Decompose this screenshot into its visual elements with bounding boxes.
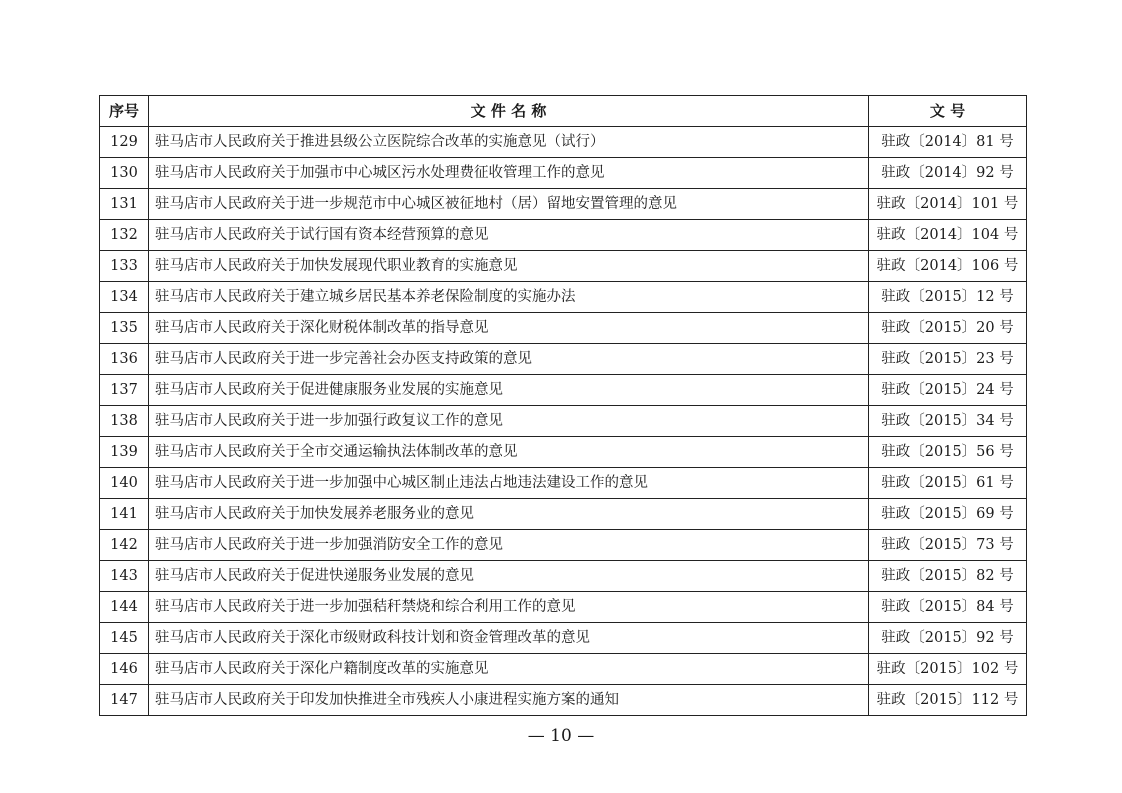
row-document-number: 驻政〔2015〕82 号 (869, 561, 1027, 592)
row-document-number: 驻政〔2015〕24 号 (869, 375, 1027, 406)
row-document-number: 驻政〔2015〕112 号 (869, 685, 1027, 716)
table-row (100, 406, 1027, 437)
row-serial-number: 134 (100, 282, 149, 313)
row-serial-number: 129 (100, 127, 149, 158)
row-document-number: 驻政〔2014〕101 号 (869, 189, 1027, 220)
row-serial-number: 138 (100, 406, 149, 437)
row-document-name: 驻马店市人民政府关于加快发展现代职业教育的实施意见 (149, 251, 869, 282)
row-serial-number: 135 (100, 313, 149, 344)
table-row (100, 282, 1027, 313)
header-serial-number: 序号 (100, 96, 149, 127)
row-document-number: 驻政〔2014〕106 号 (869, 251, 1027, 282)
row-document-name: 驻马店市人民政府关于试行国有资本经营预算的意见 (149, 220, 869, 251)
row-document-number: 驻政〔2015〕23 号 (869, 344, 1027, 375)
table-row (100, 530, 1027, 561)
row-document-name: 驻马店市人民政府关于推进县级公立医院综合改革的实施意见（试行） (149, 127, 869, 158)
row-document-name: 驻马店市人民政府关于进一步规范市中心城区被征地村（居）留地安置管理的意见 (149, 189, 869, 220)
table-row (100, 685, 1027, 716)
row-document-name: 驻马店市人民政府关于进一步加强中心城区制止违法占地违法建设工作的意见 (149, 468, 869, 499)
table-row (100, 654, 1027, 685)
row-serial-number: 147 (100, 685, 149, 716)
table-row (100, 623, 1027, 654)
table-row (100, 189, 1027, 220)
row-document-name: 驻马店市人民政府关于进一步加强行政复议工作的意见 (149, 406, 869, 437)
row-document-number: 驻政〔2015〕92 号 (869, 623, 1027, 654)
row-serial-number: 136 (100, 344, 149, 375)
table-row (100, 499, 1027, 530)
row-document-name: 驻马店市人民政府关于印发加快推进全市残疾人小康进程实施方案的通知 (149, 685, 869, 716)
table-row (100, 158, 1027, 189)
row-document-number: 驻政〔2015〕84 号 (869, 592, 1027, 623)
table-row (100, 344, 1027, 375)
row-serial-number: 131 (100, 189, 149, 220)
row-document-name: 驻马店市人民政府关于进一步完善社会办医支持政策的意见 (149, 344, 869, 375)
page-number: — 10 — (527, 726, 595, 746)
row-document-name: 驻马店市人民政府关于深化户籍制度改革的实施意见 (149, 654, 869, 685)
row-serial-number: 140 (100, 468, 149, 499)
table-row (100, 375, 1027, 406)
row-serial-number: 146 (100, 654, 149, 685)
table-row (100, 127, 1027, 158)
header-document-name: 文 件 名 称 (149, 96, 869, 127)
row-document-name: 驻马店市人民政府关于进一步加强秸秆禁烧和综合利用工作的意见 (149, 592, 869, 623)
row-document-number: 驻政〔2014〕104 号 (869, 220, 1027, 251)
row-document-number: 驻政〔2015〕12 号 (869, 282, 1027, 313)
table-body (100, 127, 1027, 716)
row-document-number: 驻政〔2015〕56 号 (869, 437, 1027, 468)
row-document-number: 驻政〔2015〕73 号 (869, 530, 1027, 561)
row-document-name: 驻马店市人民政府关于加强市中心城区污水处理费征收管理工作的意见 (149, 158, 869, 189)
row-document-name: 驻马店市人民政府关于促进快递服务业发展的意见 (149, 561, 869, 592)
row-document-name: 驻马店市人民政府关于全市交通运输执法体制改革的意见 (149, 437, 869, 468)
row-serial-number: 139 (100, 437, 149, 468)
row-document-number: 驻政〔2015〕69 号 (869, 499, 1027, 530)
table-row (100, 220, 1027, 251)
row-serial-number: 144 (100, 592, 149, 623)
row-serial-number: 137 (100, 375, 149, 406)
row-serial-number: 141 (100, 499, 149, 530)
document-table (99, 95, 1027, 716)
table-row (100, 468, 1027, 499)
row-serial-number: 143 (100, 561, 149, 592)
row-document-name: 驻马店市人民政府关于促进健康服务业发展的实施意见 (149, 375, 869, 406)
row-document-name: 驻马店市人民政府关于深化市级财政科技计划和资金管理改革的意见 (149, 623, 869, 654)
table-header-row (100, 96, 1027, 127)
table-row (100, 313, 1027, 344)
row-serial-number: 133 (100, 251, 149, 282)
row-document-number: 驻政〔2015〕20 号 (869, 313, 1027, 344)
header-document-number: 文 号 (869, 96, 1027, 127)
table-row (100, 561, 1027, 592)
table-row (100, 592, 1027, 623)
table-row (100, 251, 1027, 282)
row-document-number: 驻政〔2015〕102 号 (869, 654, 1027, 685)
row-document-name: 驻马店市人民政府关于建立城乡居民基本养老保险制度的实施办法 (149, 282, 869, 313)
row-serial-number: 132 (100, 220, 149, 251)
row-serial-number: 130 (100, 158, 149, 189)
row-document-name: 驻马店市人民政府关于深化财税体制改革的指导意见 (149, 313, 869, 344)
row-document-name: 驻马店市人民政府关于加快发展养老服务业的意见 (149, 499, 869, 530)
row-document-number: 驻政〔2015〕34 号 (869, 406, 1027, 437)
row-document-name: 驻马店市人民政府关于进一步加强消防安全工作的意见 (149, 530, 869, 561)
table-row (100, 437, 1027, 468)
row-document-number: 驻政〔2014〕92 号 (869, 158, 1027, 189)
row-serial-number: 145 (100, 623, 149, 654)
row-document-number: 驻政〔2014〕81 号 (869, 127, 1027, 158)
row-serial-number: 142 (100, 530, 149, 561)
row-document-number: 驻政〔2015〕61 号 (869, 468, 1027, 499)
